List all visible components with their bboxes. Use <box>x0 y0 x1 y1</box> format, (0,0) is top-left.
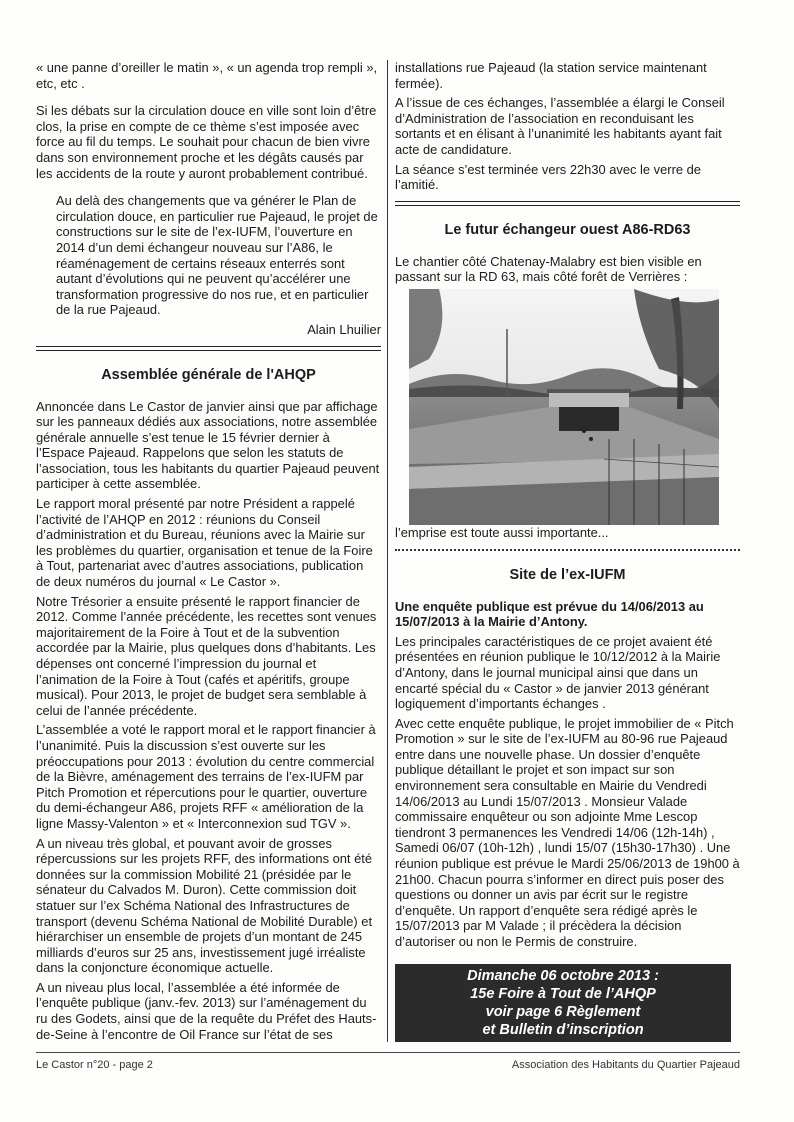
iufm-title: Site de l’ex-IUFM <box>509 566 626 583</box>
construction-site-photo <box>409 289 719 525</box>
ag-paragraph-1: Annoncée dans Le Castor de janvier ainsi que par affichage sur les panneaux dédiés aux associations, notre assemblée générale annuelle s’est tenue le 15 février dernier à l’Espace Pajeaud. Rappelons que selon les statuts de l’association, tous les habitants du quartier Pajeaud peuvent participer à cette assemblée. <box>36 398 380 492</box>
iufm-paragraph-2: Avec cette enquête publique, le projet immobilier de « Pitch Promotion » sur le site de l’ex-IUFM au 80-96 rue Pajeaud entre dans une nouvelle phase. Un dossier d’enquête publique détaillant le projet et son impact sur son environnement sera consultable en Mairie du Vendredi 14/06/2013 au Lundi 15/07/2013 . Monsieur Valade commissaire enquêteur ou son adjointe Mme Lescop tiendront 3 permanences les Vendredi 14/06 (12h-14h) , Samedi 06/07 (10h-12h) , lundi 15/07 (15h30-17h30) . Une réunion publique est prévue le Mardi 25/06/2013 de 19h00 à 21h00. Chacun pourra s’informer en direct puis poser des questions ou donner un avis par écrit sur le registre d’enquête. Un rapport d’enquête sera rédigé après le 15/07/2013 par M Valade ; il précèdera la décision d’autoriser ou non le Permis de construire. <box>395 715 740 949</box>
iufm-lead: Une enquête publique est prévue du 14/06/2013 au 15/07/2013 à la Mairie d’Antony. <box>395 598 704 630</box>
echangeur-paragraph: Le chantier côté Chatenay-Malabry est bien visible en passant sur la RD 63, mais côté forêt de Verrières : <box>395 253 702 285</box>
page-footer <box>36 1052 740 1071</box>
footer-page-number: Le Castor n°20 - page 2 <box>36 1059 153 1071</box>
ag-paragraph-2: Le rapport moral présenté par notre Président a rappelé l’activité de l’AHQP en 2012 : réunions du Conseil d’administration et du Bureau, réunions avec la Mairie sur les problèmes du quartier, organisation et tenue de la Foire à Tout, partenariat avec d’autres associations, publication de deux numéros du journal « Le Castor ». <box>36 496 373 590</box>
foire-banner <box>395 964 731 1042</box>
photo-caption: l’emprise est toute aussi importante... <box>395 524 609 540</box>
intro-quote: Au delà des changements que va générer le Plan de circulation douce, en particulier rue Pajeaud, le projet de constructions sur le site de l’ex-IUFM, l’ouverture en 2014 d’un demi échangeur nouveau sur l’A86, le réaménagement de certains réseaux enterrés sont autant d’évolutions qui ne peuvent qu’accélérer une transformation progressive do nos rue, et en particulier de la rue Pajeaud. <box>56 193 378 318</box>
right-column <box>395 60 740 1042</box>
ag-conseil: A l’issue de ces échanges, l’assemblée a élargi le Conseil d’Administration de l’association en reconduisant les sortants et en élisant à l’unanimité les habitants ayant fait acte de candidature. <box>395 95 725 157</box>
ag-title: Assemblée générale de l'AHQP <box>101 366 316 383</box>
footer-association: Association des Habitants du Quartier Pajeaud <box>511 1059 740 1071</box>
left-column <box>36 60 381 1046</box>
section-separator <box>36 346 381 351</box>
column-divider <box>387 60 388 1042</box>
ag-continued: installations rue Pajeaud (la station service maintenant fermée). <box>395 60 707 91</box>
ag-closing: La séance s’est terminée vers 22h30 avec le verre de l’amitié. <box>395 161 701 193</box>
section-separator <box>395 549 740 551</box>
ag-paragraph-5: A un niveau très global, et pouvant avoir de grosses répercussions sur les projets RFF, des informations ont été données sur la commission Mobilité 21 (présidée par le sénateur du Calvados M. Duron). Cette commission doit statuer sur l’ex Schéma National des Infrastructures de transport (devenu Schéma National de Mobilité Durable) et hiérarchiser un ensemble de projets d’un montant de 245 milliards d’euros sur 25 ans, investissement jugé irréaliste dans la conjoncture économique actuelle. <box>36 835 373 976</box>
ag-paragraph-6: A un niveau plus local, l’assemblée a été informée de l’enquête publique (janv.-fev. 2013) sur l’aménagement du ru des Godets, ainsi que de la requête du Préfet des Hauts-de-Seine à l’encontre de Oil France sur l’état de ses <box>36 979 377 1042</box>
banner-line-3: voir page 6 Règlement <box>485 1003 641 1020</box>
photo-drawing <box>409 289 719 525</box>
intro-paragraph: Si les débats sur la circulation douce en ville sont loin d’être clos, la prise en compte de ce thème s’est imposée avec force au fil du temps. Le souhait pour chacun de bien vivre dans son environnement proche et les dégâts causés par les accidents de la route y auront probablement contribué. <box>36 103 377 181</box>
banner-line-1: Dimanche 06 octobre 2013 : <box>467 967 659 984</box>
echangeur-title: Le futur échangeur ouest A86-RD63 <box>444 221 691 238</box>
ag-paragraph-3: Notre Trésorier a ensuite présenté le rapport financier de 2012. Comme l’année précédente, les recettes sont venues majoritairement de la Foire à Tout et de la subvention accordée par la Mairie, plus quelques dons d’habitants. Les dépenses ont concerné l’impression du journal et l’animation de la Foire à Tout (cafés et apéritifs, groupe musical). Pour 2013, le projet de budget sera semblable à celui de l’année précédente. <box>36 593 377 718</box>
banner-line-4: et Bulletin d’inscription <box>482 1021 644 1038</box>
iufm-paragraph-1: Les principales caractéristiques de ce projet avaient été présentées en réunion publique le 10/12/2012 à la Mairie d’Antony, dans le journal municipal ainsi que dans un encarté spécial du « Castor » de janvier 2013 générant logiquement d’importants échanges . <box>395 633 721 712</box>
intro-continued: « une panne d’oreiller le matin », « un agenda trop rempli », etc, etc . <box>36 60 378 91</box>
banner-line-2: 15e Foire à Tout de l’AHQP <box>470 985 656 1002</box>
section-separator <box>395 201 740 206</box>
ag-paragraph-4: L’assemblée a voté le rapport moral et le rapport financier à l’unanimité. Puis la discussion s’est ouverte sur les préoccupations pour 2013 : évolution du centre commercial de la Bièvre, aménagement des terrains de l’ex-IUFM par Pitch Promotion et répercutions pour le quartier, ouverture du demi-échangeur A86, projets RFF « amélioration de la ligne Massy-Valenton » et « Interconnexion sud TGV ». <box>36 722 376 831</box>
author-signature: Alain Lhuilier <box>307 321 381 337</box>
